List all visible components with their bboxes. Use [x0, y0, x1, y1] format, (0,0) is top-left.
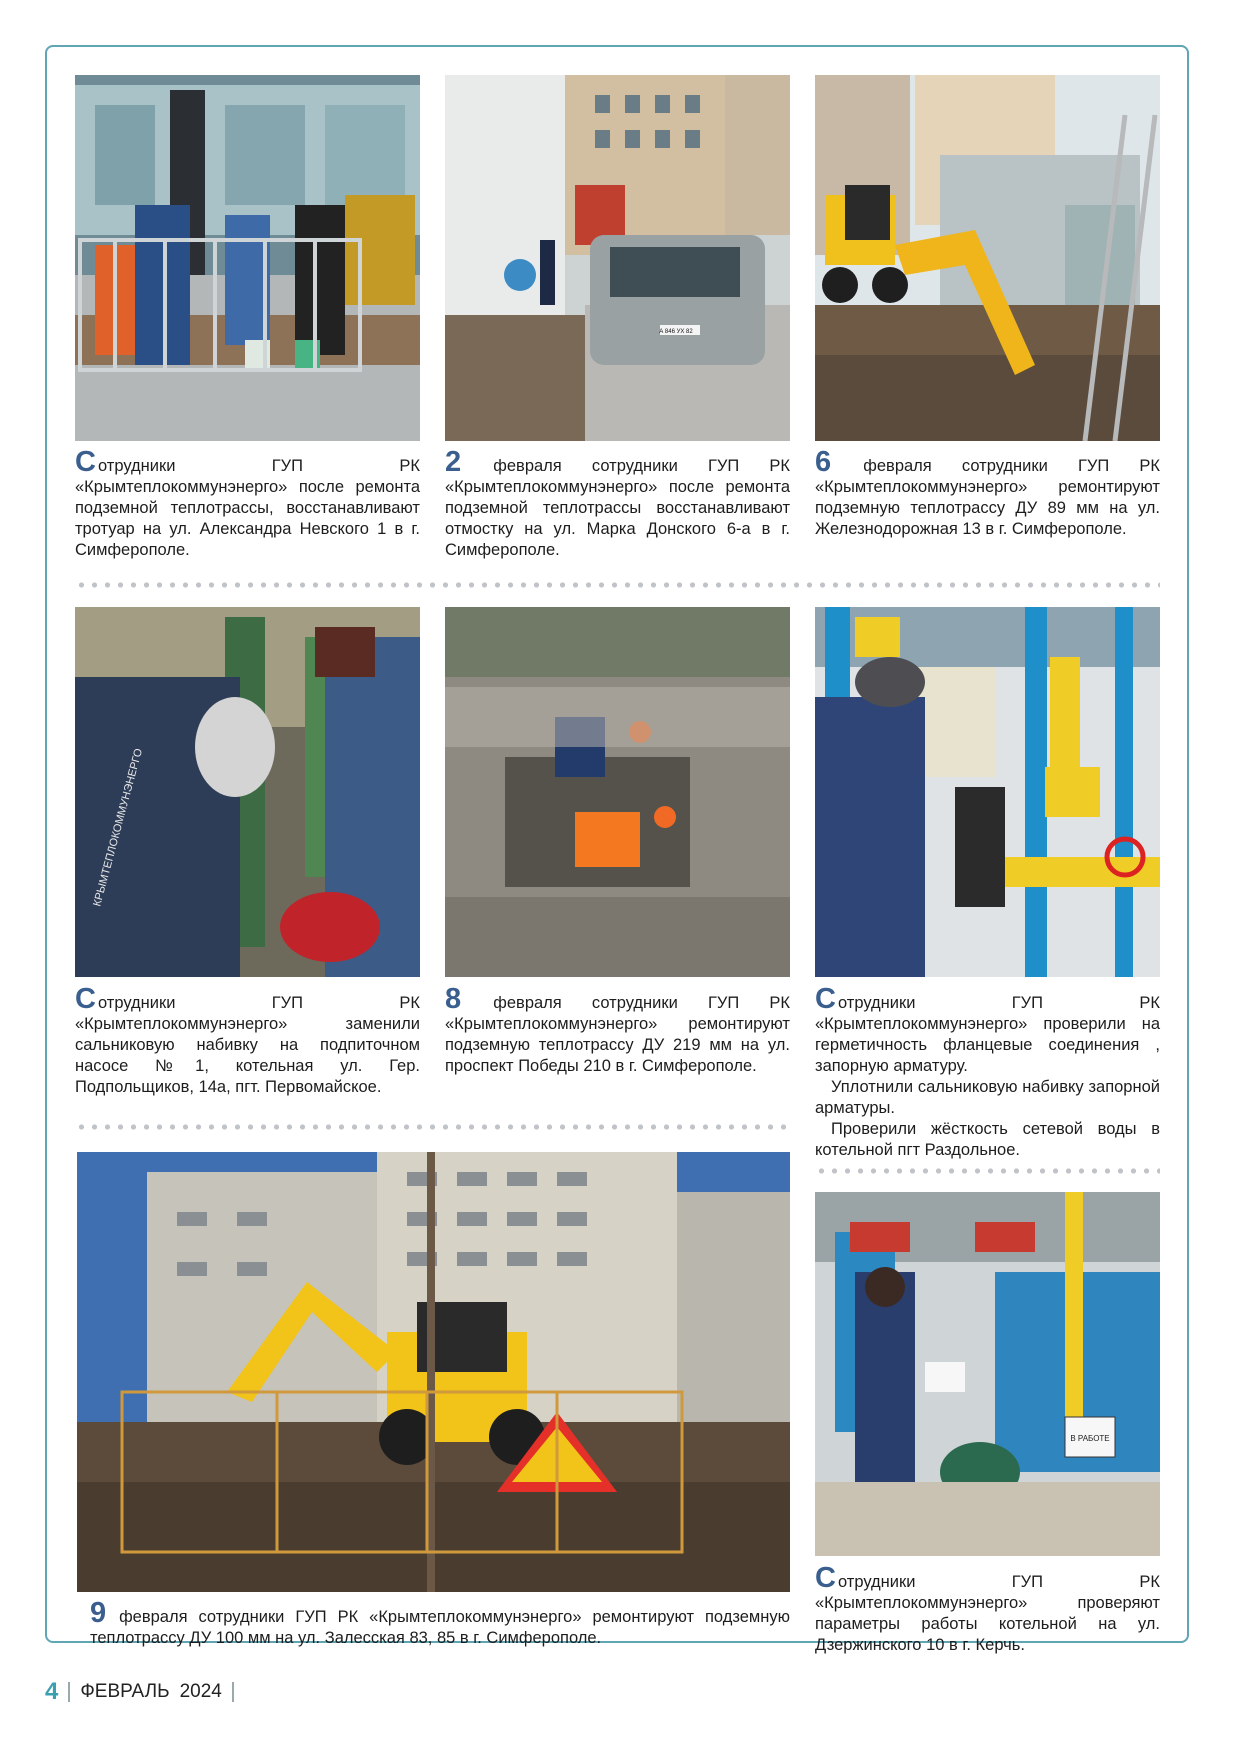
caption-lead: С [75, 983, 96, 1015]
photo-sidewalk-repair [75, 75, 420, 441]
dotted-divider [815, 1168, 1160, 1174]
caption-lead: 2 [445, 446, 462, 478]
caption-razdolnoe [815, 983, 1160, 1161]
photo-excavator-zheleznodorozhnaya [815, 75, 1160, 441]
caption-lead: С [815, 1562, 836, 1594]
caption-lead: 8 [445, 983, 462, 1015]
caption-paragraph: Уплотнили сальниковую набивку запорной арматуры. [815, 1078, 1160, 1117]
caption-pobedy [445, 983, 790, 1077]
jacket-print: КРЫМТЕПЛОКОММУНЭНЕРГО [91, 747, 146, 908]
caption-text: февраля сотрудники ГУП РК «Крымтеплокоммунэнерго» ремонтируют подземную теплотрассу ДУ 219 мм на ул. проспект Победы 210 в г. Симферополе. [445, 994, 790, 1075]
license-plate-text: А 846 УХ 82 [659, 329, 693, 335]
page-footer [45, 1678, 234, 1706]
photo-pit-pobedy [445, 607, 790, 977]
caption-sidewalk [75, 446, 420, 561]
caption-text: февраля сотрудники ГУП РК «Крымтеплокоммунэнерго» ремонтируют подземную теплотрассу ДУ 89 мм на ул. Железнодорожная 13 в г. Симферополе. [815, 457, 1160, 538]
dotted-divider [75, 1124, 790, 1130]
caption-zheleznodorozhnaya [815, 446, 1160, 540]
caption-lead: 6 [815, 446, 832, 478]
footer-divider [68, 1682, 70, 1702]
caption-pervomayskoe [75, 983, 420, 1098]
footer-year: 2024 [179, 1681, 222, 1702]
caption-text: отрудники ГУП РК «Крымтеплокоммунэнерго» проверяют параметры работы котельной на ул. Дзержинского 10 в г. Керчь. [815, 1573, 1160, 1654]
caption-paragraph: Проверили жёсткость сетевой воды в котельной пгт Раздольное. [815, 1120, 1160, 1159]
caption-zalesskaya [90, 1597, 790, 1649]
caption-text: февраля сотрудники ГУП РК «Крымтеплокоммунэнерго» ремонтируют подземную теплотрассу ДУ 100 мм на ул. Залесская 83, 85 в г. Симферополе. [90, 1608, 790, 1647]
caption-kerch [815, 1562, 1160, 1656]
caption-lead: 9 [90, 1597, 107, 1629]
caption-lead: С [75, 446, 96, 478]
footer-month: ФЕВРАЛЬ [80, 1681, 170, 1702]
caption-lead: С [815, 983, 836, 1015]
photo-boiler-kerch [815, 1192, 1160, 1556]
page-number: 4 [45, 1678, 59, 1705]
caption-text: отрудники ГУП РК «Крымтеплокоммунэнерго» после ремонта подземной теплотрассы, восстанавливают тротуар на ул. Александра Невского 1 в г. Симферополе. [75, 457, 420, 559]
photo-uaz-van [445, 75, 790, 441]
photo-excavator-zalesskaya [77, 1152, 790, 1592]
photo-boiler-razdolnoe [815, 607, 1160, 977]
footer-divider [232, 1682, 234, 1702]
caption-marka-donskogo [445, 446, 790, 561]
caption-text: отрудники ГУП РК «Крымтеплокоммунэнерго» заменили сальниковую набивку на подпиточном насосе №1, котельная ул. Гер. Подпольщиков, 14а, пгт. Первомайское. [75, 994, 420, 1096]
license-plate [656, 325, 696, 335]
caption-text: отрудники ГУП РК «Крымтеплокоммунэнерго» проверили на герметичность фланцевые соединения , запорную арматуру. [815, 994, 1160, 1075]
boiler-sign: В РАБОТЕ [1070, 1434, 1110, 1443]
caption-text: февраля сотрудники ГУП РК «Крымтеплокоммунэнерго» после ремонта подземной теплотрассы восстанавливают отмостку на ул. Марка Донского 6-а в г. Симферополе. [445, 457, 790, 559]
photo-pump-repair [75, 607, 420, 977]
dotted-divider [75, 582, 1160, 588]
